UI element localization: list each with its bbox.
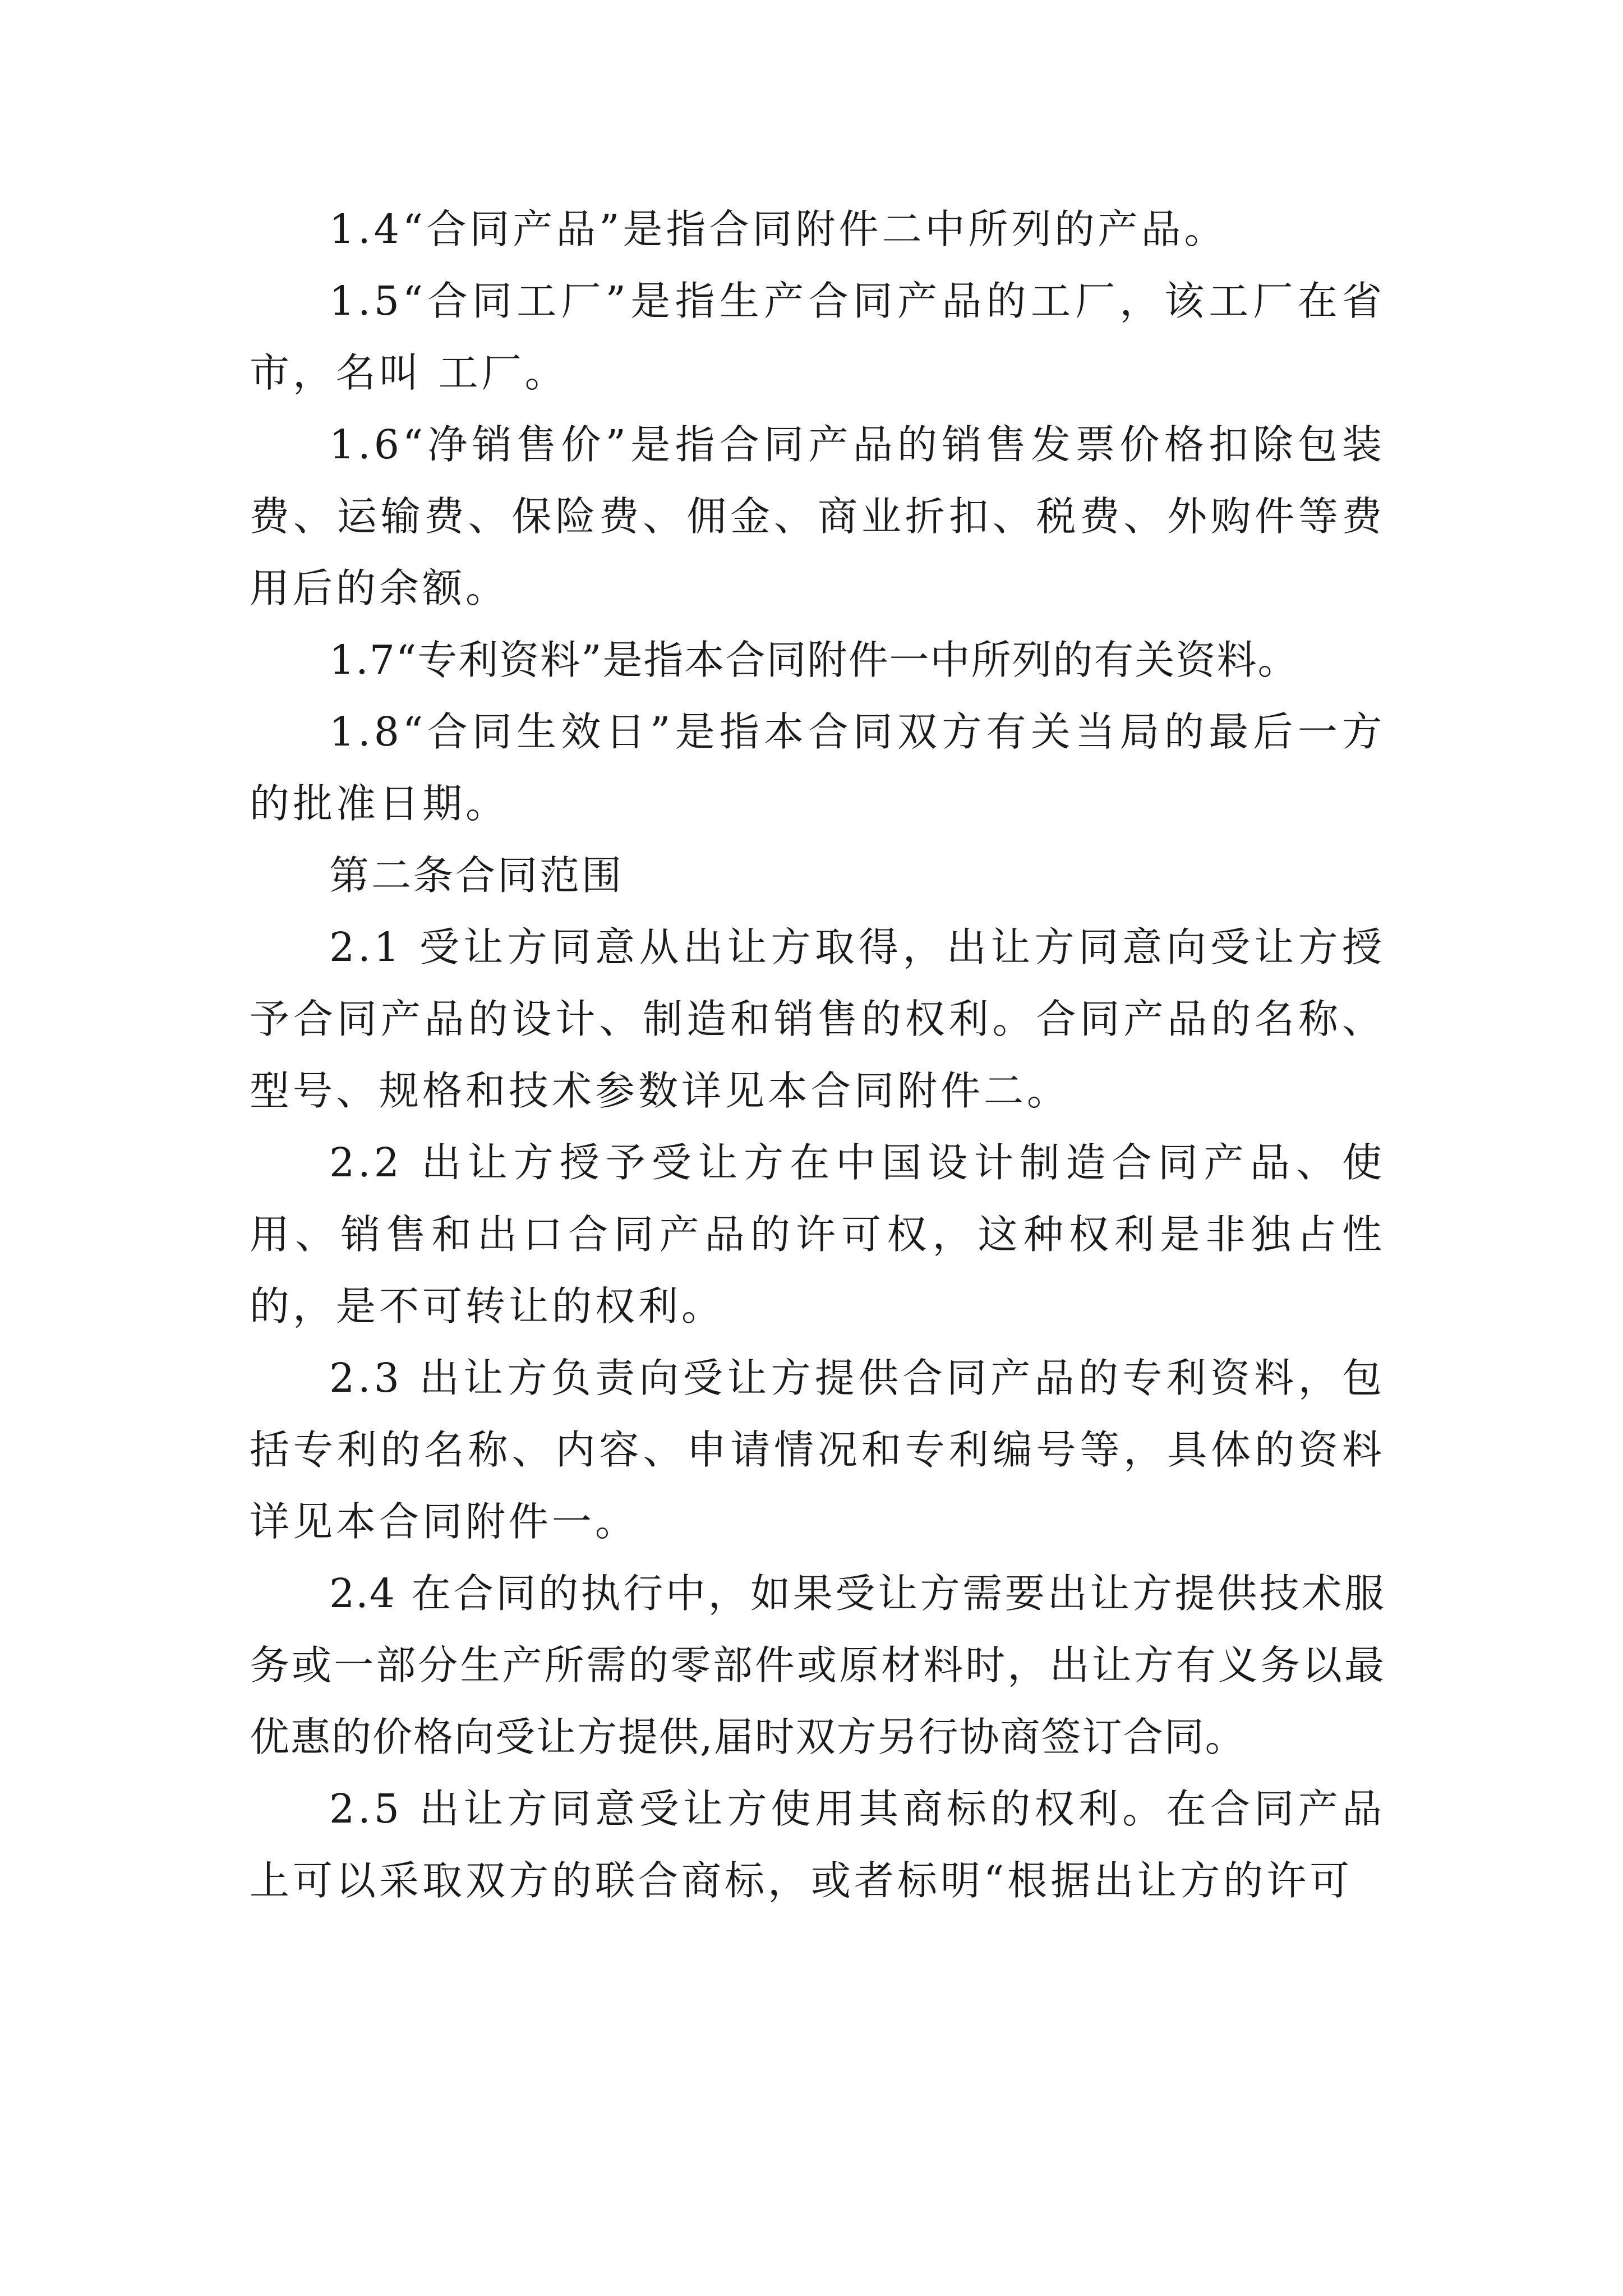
clause-1-7: 1.7“专利资料”是指本合同附件一中所列的有关资料。 xyxy=(329,637,1299,683)
clause-1-5: 1.5“合同工厂”是指生产合同产品的工厂，该工厂在省 市，名叫 工厂。 xyxy=(250,278,1385,396)
clause-1-6: 1.6“净销售价”是指合同产品的销售发票价格扣除包装费、运输费、保险费、佣金、商业折扣、税费、外购件等费用后的余额。 xyxy=(250,421,1385,611)
article-2-heading: 第二条合同范围 xyxy=(329,852,624,899)
clause-2-4: 2.4 在合同的执行中，如果受让方需要出让方提供技术服务或一部分生产所需的零部件或原材料时，出让方有义务以最优惠的价格向受让方提供,届时双方另行协商签订合同。 xyxy=(250,1570,1385,1760)
clause-1-4: 1.4“合同产品”是指合同附件二中所列的产品。 xyxy=(329,206,1228,252)
clause-2-3: 2.3 出让方负责向受让方提供合同产品的专利资料，包括专利的名称、内容、申请情况和专利编号等，具体的资料详见本合同附件一。 xyxy=(250,1355,1385,1545)
clause-2-2: 2.2 出让方授予受让方在中国设计制造合同产品、使用、销售和出口合同产品的许可权，这种权利是非独占性的，是不可转让的权利。 xyxy=(250,1139,1385,1329)
clause-1-8: 1.8“合同生效日”是指本合同双方有关当局的最后一方的批准日期。 xyxy=(250,708,1385,827)
document-body xyxy=(250,194,1385,1917)
clause-2-1: 2.1 受让方同意从出让方取得，出让方同意向受让方授予合同产品的设计、制造和销售的权利。合同产品的名称、型号、规格和技术参数详见本合同附件二。 xyxy=(250,924,1385,1114)
clause-2-5: 2.5 出让方同意受让方使用其商标的权利。在合同产品上可以采取双方的联合商标，或者标明“根据出让方的许可 xyxy=(250,1786,1385,1904)
